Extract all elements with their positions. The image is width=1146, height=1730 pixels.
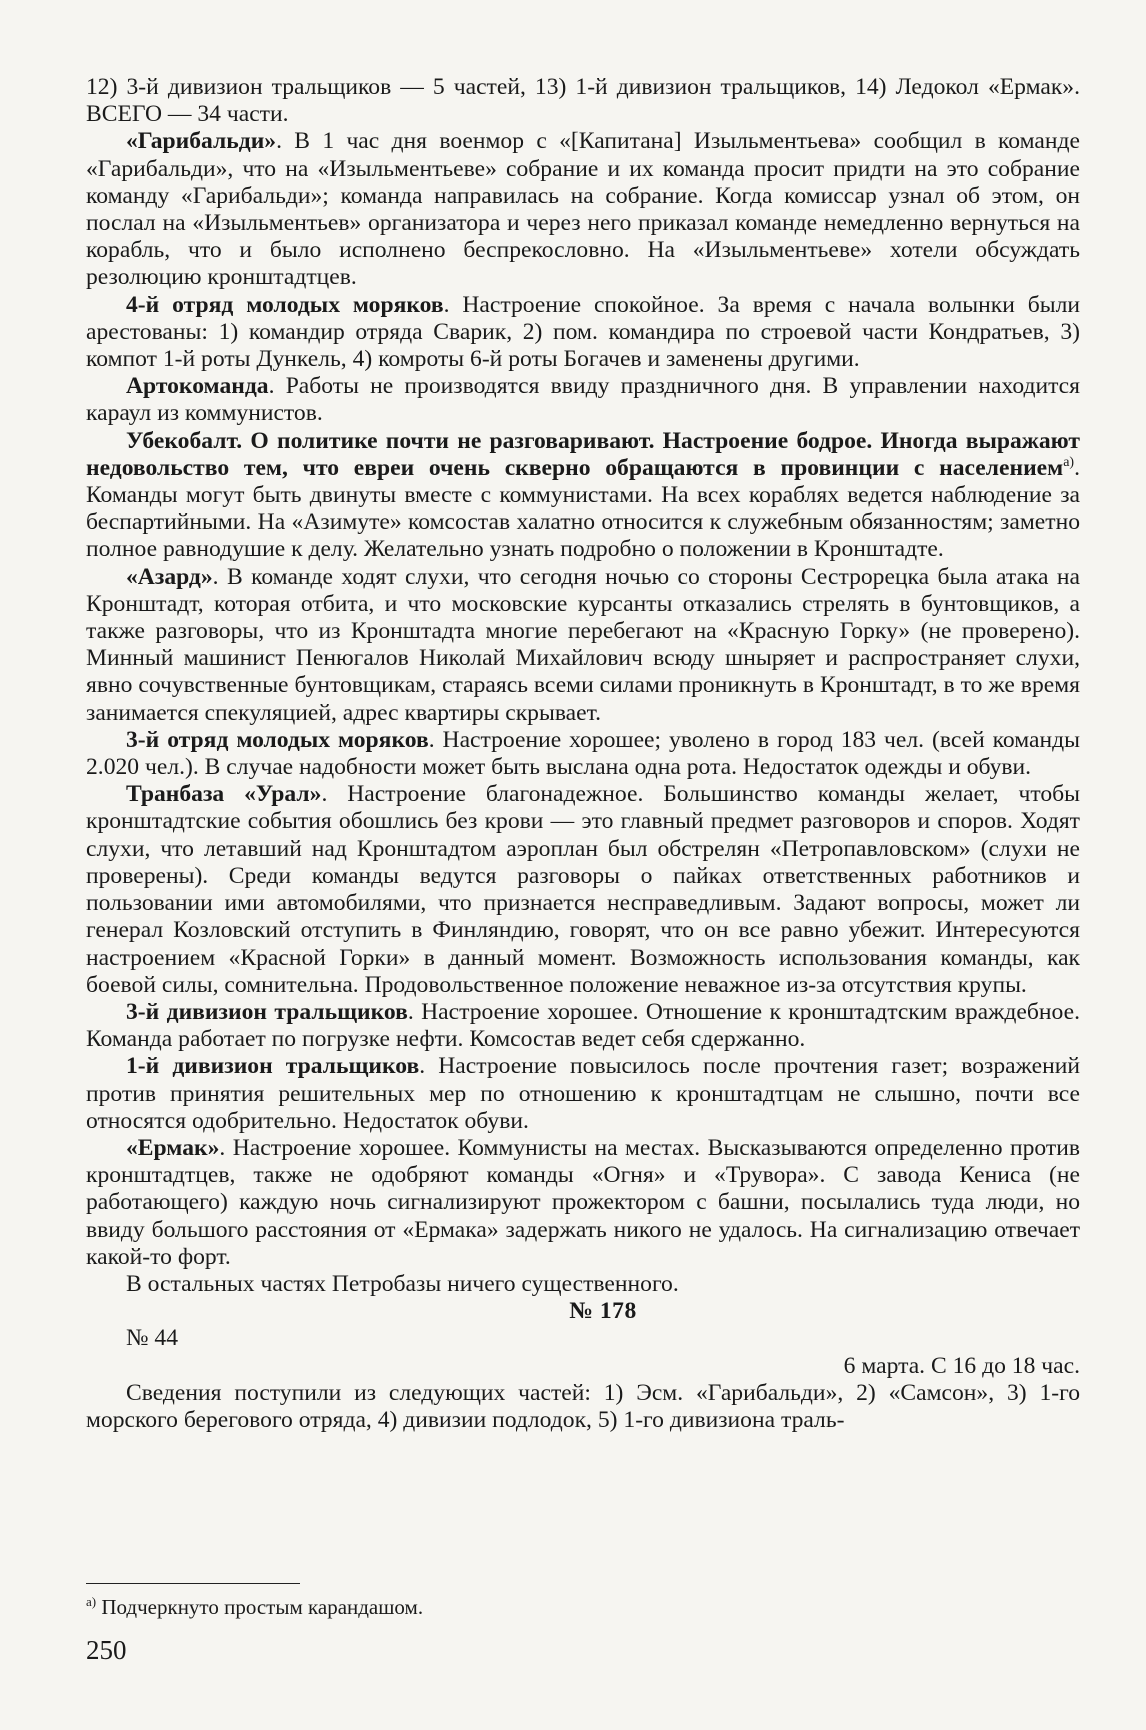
paragraph-azard [86,564,1080,727]
paragraph-ermak [86,1135,1080,1271]
paragraph-3rd-detachment [86,727,1080,781]
paragraph-1st-minesweepers [86,1053,1080,1135]
page-number: 250 [86,1635,127,1665]
paragraph-text: . Настроение повысилось после прочтения газет; возражений против принятия решительных мер по отношению к кронштадтцам не слышно, почти все относятся одобрительно. Недостаток обуви. [86,1053,1080,1134]
paragraph-text: . Настроение хорошее. Коммунисты на местах. Высказываются определенно против кронштадтцев, также не одобряют команды «Огня» и «Трувора». С завода Кениса (не работающего) каждую ночь сигнализируют прожектором с башни, посылались туда люди, но ввиду большого расстояния от «Ермака» задержать никого не удалось. На сигнализацию отвечает какой-то форт. [86,1134,1080,1270]
paragraph-3rd-minesweepers [86,999,1080,1053]
section-heading-3rd-detachment: 3-й отряд молодых моряков [126,726,429,753]
section-heading-ermak: «Ермак» [126,1134,220,1161]
section-heading-garibaldi: «Гарибальди» [126,128,277,155]
paragraph-4th-detachment [86,292,1080,374]
report-date-line: 6 марта. С 16 до 18 час. [843,1352,1080,1379]
paragraph-text: . Настроение благонадежное. Большинство команды желает, чтобы кронштадтские события обошлись без крови — это главный предмет разговоров и споров. Ходят слухи, что летавший над Кронштадтом аэроплан был обстрелян «Петропавловском» (слухи не проверены). Среди команды ведутся разговоры о пайках ответственных работников и пользовании ими автомобилями, что признается несправедливым. Задают вопросы, может ли генерал Козловский отступить в Финляндию, говорят, что он все равно убежит. Интересуются настроением «Красной Горки» в данный момент. Возможность использования команды, как боевой силы, сомнительна. Продовольственное положение неважное из-за отсутствия крупы. [86,781,1080,998]
paragraph-text: . Работы не производятся ввиду праздничного дня. В управлении находится караул из коммунистов. [86,373,1080,427]
section-heading-4th-detachment: 4-й отряд молодых моряков [126,291,444,318]
footnote-ref-mark: а) [1063,454,1075,470]
footnote-divider [86,1583,300,1584]
report-number: № 44 [126,1325,179,1352]
section-heading-ubekobalt: Убекобалт. О политике почти не разговаривают. Настроение бодрое. Иногда выражают недовольство тем, что евреи очень скверно обращаются в провинции с населением [86,427,1080,481]
section-heading-1st-minesweepers: 1-й дивизион тральщиков [126,1053,420,1080]
paragraph-ubekobalt [86,428,1080,564]
footnote-text: Подчеркнуто простым карандашом. [96,1595,424,1619]
document-body [86,74,1080,1434]
section-heading-3rd-minesweepers: 3-й дивизион тральщиков [126,998,408,1025]
paragraph-text: . В команде ходят слухи, что сегодня ночью со стороны Сестрорецка была атака на Кронштадт, которая отбита, и что московские курсанты отказались стрелять в бунтовщиков, а также разговоры, что из Кронштадта многие перебегают на «Красную Горку» (не проверено). Минный машинист Пенюгалов Николай Михайлович всюду шныряет и распространяет слухи, явно сочувственные бунтовщикам, стараясь всеми силами проникнуть в Кронштадт, в то же время занимается спекуляцией, адрес квартиры скрывает. [86,563,1080,726]
section-heading-azard: «Азард» [126,563,213,590]
footnote [86,1594,1066,1620]
paragraph-conclusion: В остальных частях Петробазы ничего существенного. [126,1270,679,1297]
paragraph-tranbaza-ural [86,781,1080,999]
paragraph-parts-list-end: 12) 3-й дивизион тральщиков — 5 частей, 13) 1-й дивизион тральщиков, 14) Ледокол «Ермак». ВСЕГО — 34 части. [86,74,1080,128]
section-heading-artokomanda: Артокоманда [126,373,269,400]
section-heading-tranbaza-ural: Транбаза «Урал» [126,781,322,808]
paragraph-artokomanda [86,373,1080,427]
paragraph-text: . Команды могут быть двинуты вместе с коммунистами. На всех кораблях ведется наблюдение за беспартийными. На «Азимуте» комсостав халатно относится к служебным обязанностям; заметно полное равнодушие к делу. Желательно узнать подробно о положении в Кронштадте. [86,454,1080,563]
paragraph-sources: Сведения поступили из следующих частей: 1) Эсм. «Гарибальди», 2) «Самсон», 3) 1-го морского берегового отряда, 4) дивизии подлодок, 5) 1-го дивизиона траль- [86,1379,1080,1433]
paragraph-text: . Настроение хорошее; уволено в город 183 чел. (всей команды 2.020 чел.). В случае надобности может быть выслана одна рота. Недостаток одежды и обуви. [86,726,1080,781]
paragraph-text: . Настроение хорошее. Отношение к кронштадтским враждебное. Команда работает по погрузке нефти. Комсостав ведет себя сдержанно. [86,998,1080,1053]
paragraph-garibaldi [86,128,1080,291]
paragraph-text: . В 1 час дня военмор с «[Капитана] Изыльментьева» сообщил в команде «Гарибальди», что на «Изыльментьеве» собрание и их команда просит придти на это собрание команду «Гарибальди»; команда направилась на собрание. Когда комиссар узнал об этом, он послал на «Изыльментьев» организатора и через него приказал команде немедленно вернуться на корабль, что и было исполнено беспрекословно. На «Изыльментьеве» хотели обсуждать резолюцию кронштадтцев. [86,128,1080,291]
footnote-mark: а) [86,1594,97,1609]
paragraph-text: . Настроение спокойное. За время с начала волынки были арестованы: 1) командир отряда Сварик, 2) пом. командира по строевой части Кондратьев, 3) компот 1-й роты Дункель, 4) комроты 6-й роты Богачев и заменены другими. [86,291,1080,373]
document-number-heading: № 178 [569,1298,637,1325]
